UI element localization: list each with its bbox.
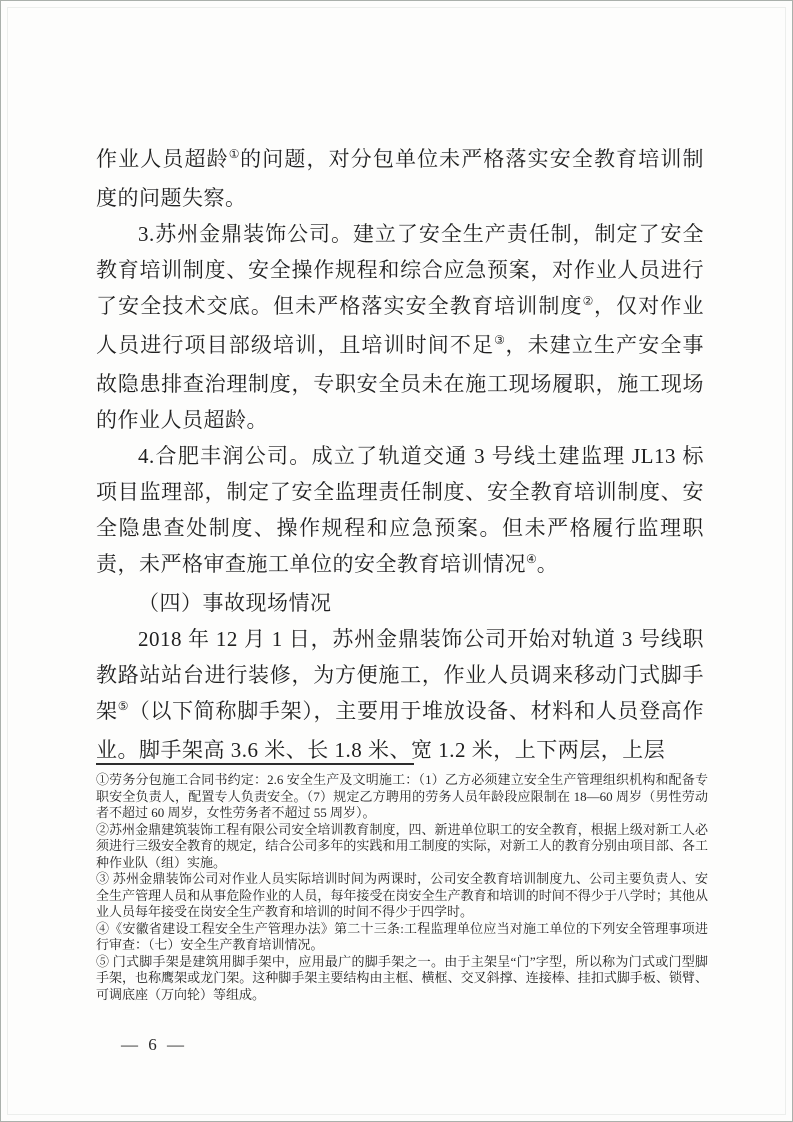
- footnote: [96, 822, 708, 872]
- paragraph-scene: [96, 621, 704, 768]
- footnote: [96, 954, 708, 1004]
- footnote-marker: ⑤: [96, 953, 110, 969]
- footnotes-block: [96, 772, 708, 1003]
- footnote-text: 苏州金鼎装饰公司对作业人员实际培训时间为两课时，公司安全教育培训制度九、公司主要负责人、安全生产管理人员和从事危险作业的人员，每年接受在岗安全生产教育和培训的时间不得少于八学时；其他从业人员每年接受在岗安全生产教育和培训的时间不得少于四学时。: [96, 871, 708, 919]
- paragraph-item-3: [96, 216, 704, 438]
- footnote-marker: ④: [96, 920, 110, 936]
- text-run: 。: [536, 552, 559, 576]
- text-run: 作业人员超龄: [96, 147, 229, 171]
- paragraph-continuation: [96, 141, 704, 216]
- page-number: — 6 —: [121, 1035, 187, 1054]
- footnote-marker: ③: [96, 871, 110, 886]
- text-run: ，未建立生产安全事故隐患排查治理制度，专职安全员未在施工现场履职，施工现场的作业人员超龄。: [96, 333, 705, 432]
- paragraph-item-4: [96, 438, 704, 585]
- footnote: [96, 772, 708, 822]
- footnote-ref: ①: [228, 147, 241, 161]
- footnote-text: 《安徽省建设工程安全生产管理办法》第二十三条:工程监理单位应当对施工单位的下列安全管理事项进行审查：（七）安全生产教育培训情况。: [96, 920, 708, 952]
- footnote-separator: [96, 763, 414, 765]
- text-run: ，仅对作业人员进行项目部级培训，且培训时间不足: [96, 294, 705, 357]
- footnote-text: 苏州金鼎建筑装饰工程有限公司安全培训教育制度，四、新进单位职工的安全教育，根据上级对新工人必须进行三级安全教育的规定，结合公司多年的实践和用工制度的实际，对新工人的教育分别由项目部、各工种作业队（组）实施。: [96, 821, 708, 870]
- text-run: 2018 年 12 月 1 日，苏州金鼎装饰公司开始对轨道 3 号线职教路站站台进行装修，为方便施工，作业人员调来移动门式脚手架: [96, 627, 704, 723]
- text-run: 4.合肥丰润公司。成立了轨道交通 3 号线土建监理 JL13 标项目监理部，制定了安全监理责任制度、安全教育培训制度、安全隐患查处制度、操作规程和应急预案。但未严格履行监理职责，未严格审查施工单位的安全教育培训情况: [96, 444, 704, 576]
- text-run: （以下简称脚手架），主要用于堆放设备、材料和人员登高作业。脚手架高 3.6 米、长 1.8 米、宽 1.2 米，上下两层，上层: [96, 699, 705, 762]
- footnote-ref: ③: [494, 333, 506, 347]
- footnote-marker: ②: [96, 821, 110, 837]
- section-heading: [96, 585, 704, 621]
- text-run: 3.苏州金鼎装饰公司。建立了安全生产责任制，制定了安全教育培训制度、安全操作规程和综合应急预案，对作业人员进行了安全技术交底。但未严格落实安全教育培训制度: [96, 222, 704, 318]
- footnote-ref: ⑤: [117, 699, 129, 713]
- main-text-block: [96, 141, 704, 768]
- footnote: [96, 871, 708, 921]
- footnote-marker: ①: [96, 772, 110, 787]
- footnote-ref: ②: [582, 294, 595, 308]
- text-run: 的问题，对分包单位未严格落实安全教育培训制度的问题失察。: [96, 147, 705, 210]
- footnote-text: 门式脚手架是建筑用脚手架中，应用最广的脚手架之一。由于主架呈“门”字型，所以称为门式或门型脚手架，也称鹰架或龙门架。这种脚手架主要结构由主框、横框、交叉斜撑、连接棒、挂扣式脚手板、锁臂、可调底座（万向轮）等组成。: [96, 953, 708, 1002]
- footnote-text: 劳务分包施工合同书约定：2.6 安全生产及文明施工：（1）乙方必须建立安全生产管理组织机构和配备专职安全负责人，配置专人负责安全。（7）规定乙方聘用的劳务人员年龄段应限制在 18—60 周岁（男性劳动者不超过 60 周岁，女性劳务者不超过 55 周岁）。: [96, 772, 708, 820]
- footnote-ref: ④: [526, 552, 537, 566]
- text-run: （四）事故现场情况: [138, 591, 332, 615]
- footnote: [96, 921, 708, 954]
